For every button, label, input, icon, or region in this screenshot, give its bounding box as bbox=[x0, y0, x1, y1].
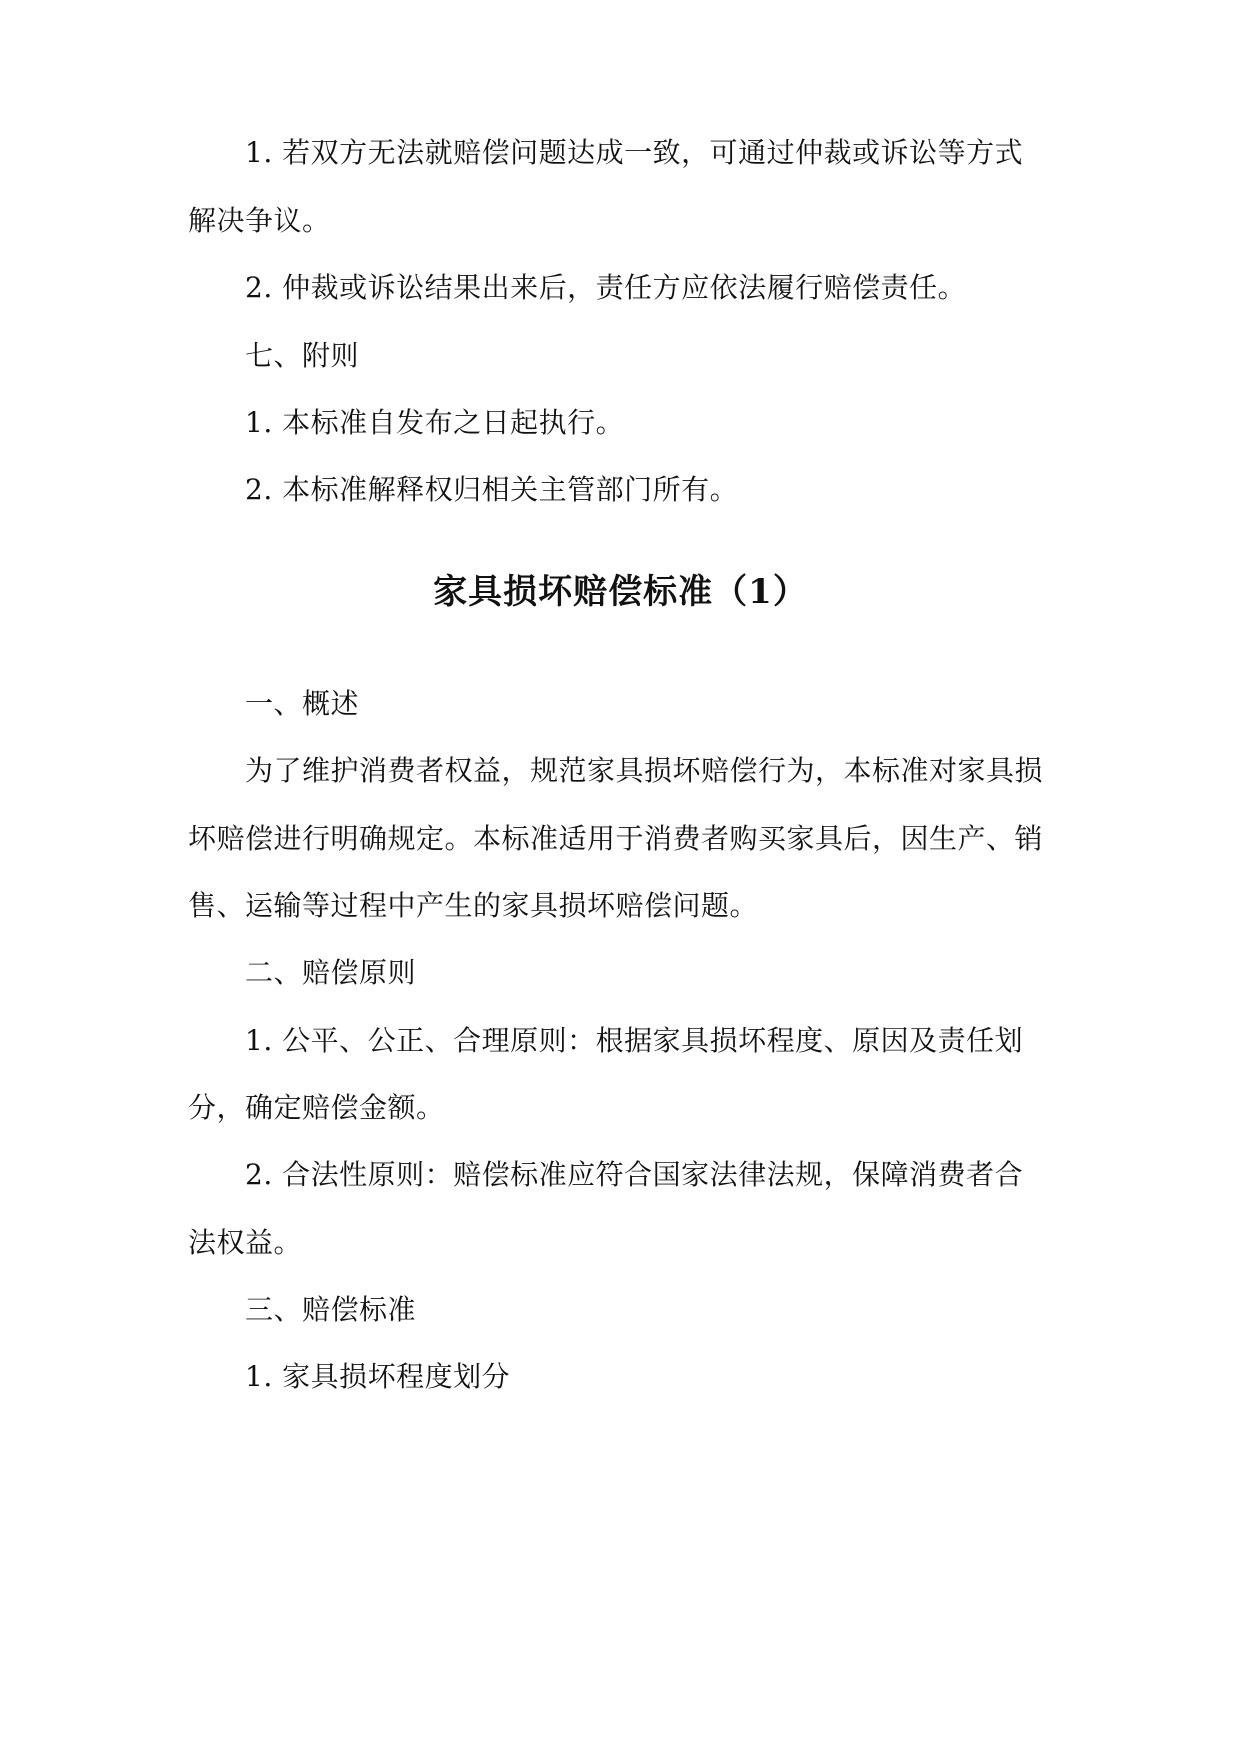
paragraph-line: 1. 公平、公正、合理原则：根据家具损坏程度、原因及责任划 bbox=[245, 1024, 1024, 1057]
paragraph-line: 坏赔偿进行明确规定。本标准适用于消费者购买家具后，因生产、销 bbox=[188, 822, 1044, 855]
paragraph-line: 售、运输等过程中产生的家具损坏赔偿问题。 bbox=[188, 889, 759, 922]
section-heading: 二、赔偿原则 bbox=[245, 956, 417, 989]
document-title: 家具损坏赔偿标准（1） bbox=[433, 572, 808, 612]
section-heading: 七、附则 bbox=[245, 339, 360, 372]
section-heading: 一、概述 bbox=[245, 687, 360, 720]
paragraph-line: 为了维护消费者权益，规范家具损坏赔偿行为，本标准对家具损 bbox=[245, 754, 1044, 787]
section-heading: 三、赔偿标准 bbox=[245, 1293, 417, 1326]
paragraph-line: 解决争议。 bbox=[188, 204, 331, 237]
paragraph-line: 2. 合法性原则：赔偿标准应符合国家法律法规，保障消费者合 bbox=[245, 1158, 1024, 1191]
paragraph-line: 1. 本标准自发布之日起执行。 bbox=[245, 406, 625, 439]
paragraph-line: 2. 仲裁或诉讼结果出来后，责任方应依法履行赔偿责任。 bbox=[245, 271, 967, 304]
paragraph-line: 1. 若双方无法就赔偿问题达成一致，可通过仲裁或诉讼等方式 bbox=[245, 136, 1024, 169]
paragraph-line: 法权益。 bbox=[188, 1226, 303, 1259]
paragraph-line: 1. 家具损坏程度划分 bbox=[245, 1360, 511, 1393]
paragraph-line: 2. 本标准解释权归相关主管部门所有。 bbox=[245, 473, 739, 506]
paragraph-line: 分，确定赔偿金额。 bbox=[188, 1091, 445, 1124]
